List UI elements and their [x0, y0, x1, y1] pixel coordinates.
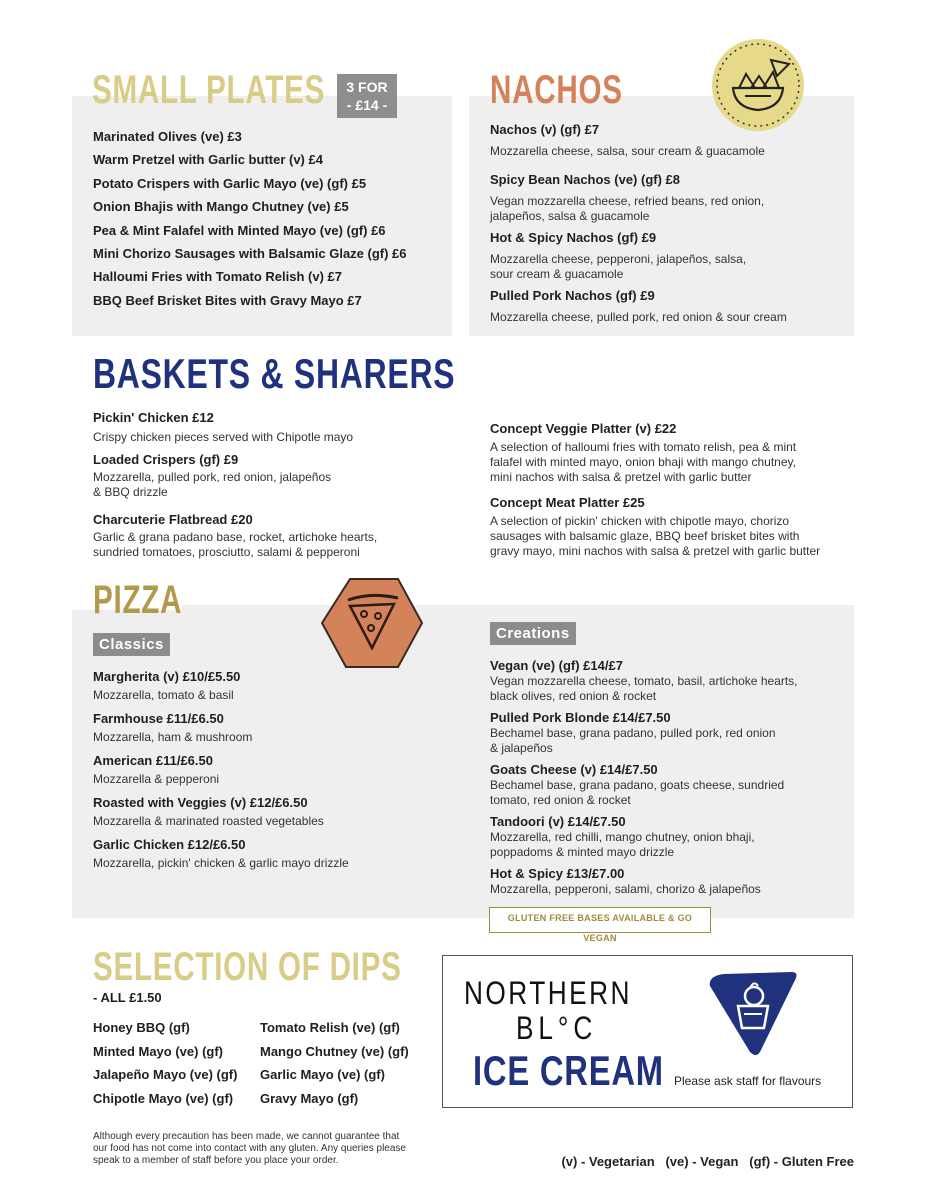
list-item: [490, 172, 787, 230]
item-desc: sour cream & guacamole: [490, 267, 624, 281]
list-item: Mini Chorizo Sausages with Balsamic Glaze (gf) £6: [93, 245, 407, 261]
item-desc: Vegan mozzarella cheese, tomato, basil, artichoke hearts,: [490, 674, 798, 688]
list-item: [93, 446, 377, 512]
item-name: Spicy Bean Nachos (ve) (gf) £8: [490, 172, 680, 187]
list-item: [490, 710, 798, 762]
list-item: Mango Chutney (ve) (gf): [260, 1043, 409, 1059]
dietary-key: (v) - Vegetarian (ve) - Vegan (gf) - Gluten Free: [561, 1154, 854, 1169]
disclaimer-line: speak to a member of staff before you place your order.: [93, 1155, 339, 1166]
item-desc: tomato, red onion & rocket: [490, 793, 631, 807]
list-item: [490, 866, 798, 897]
item-name: Nachos (v) (gf) £7: [490, 122, 600, 137]
list-item: [93, 711, 349, 753]
dips-title: SELECTION OF DIPS: [93, 945, 402, 989]
item-name: Charcuterie Flatbread £20: [93, 512, 253, 527]
list-item: [93, 410, 377, 446]
list-item: Halloumi Fries with Tomato Relish (v) £7: [93, 269, 342, 285]
list-item: Minted Mayo (ve) (gf): [93, 1043, 223, 1059]
list-item: [490, 230, 787, 288]
item-desc: Mozzarella cheese, salsa, sour cream & guacamole: [490, 144, 765, 158]
item-desc: Vegan mozzarella cheese, refried beans, red onion,: [490, 194, 765, 208]
item-desc: black olives, red onion & rocket: [490, 689, 657, 703]
item-desc: Mozzarella & marinated roasted vegetables: [93, 814, 324, 828]
item-desc: & BBQ drizzle: [93, 485, 168, 499]
small-plates-deal-badge: [337, 74, 397, 118]
nachos-list: [490, 122, 787, 325]
allergen-disclaimer: [93, 1131, 406, 1167]
dips-col1: [93, 1020, 237, 1107]
item-desc: Mozzarella, pepperoni, salami, chorizo & jalapeños: [490, 882, 761, 896]
nachos-title: NACHOS: [490, 68, 623, 112]
item-name: Farmhouse £11/£6.50: [93, 711, 224, 726]
item-desc: gravy mayo, mini nachos with salsa & pretzel with garlic butter: [490, 544, 821, 558]
list-item: [93, 512, 377, 560]
icecream-brand-line2: BL°C: [516, 1010, 598, 1046]
item-name: Garlic Chicken £12/£6.50: [93, 837, 246, 852]
list-item: Warm Pretzel with Garlic butter (v) £4: [93, 152, 323, 168]
list-item: [93, 837, 349, 871]
item-desc: Crispy chicken pieces served with Chipotle mayo: [93, 430, 354, 444]
item-desc: & jalapeños: [490, 741, 553, 755]
item-desc: jalapeños, salsa & guacamole: [490, 209, 650, 223]
pizza-creations-list: [490, 658, 798, 897]
item-name: Roasted with Veggies (v) £12/£6.50: [93, 795, 308, 810]
small-plates-title: SMALL PLATES: [92, 68, 326, 112]
list-item: Honey BBQ (gf): [93, 1020, 190, 1035]
item-name: Pulled Pork Nachos (gf) £9: [490, 288, 655, 303]
small-plates-list: [93, 129, 407, 316]
item-desc: Mozzarella cheese, pulled pork, red onion & sour cream: [490, 310, 787, 324]
item-desc: sausages with balsamic glaze, BBQ beef brisket bites with: [490, 529, 800, 543]
list-item: Onion Bhajis with Mango Chutney (ve) £5: [93, 199, 349, 215]
item-desc: A selection of halloumi fries with tomato relish, pea & mint: [490, 440, 797, 454]
gluten-free-note: GLUTEN FREE BASES AVAILABLE & GO VEGAN: [489, 907, 711, 933]
list-item: Tomato Relish (ve) (gf): [260, 1020, 400, 1035]
pizza-icon: [320, 576, 424, 670]
item-desc: mini nachos with salsa & pretzel with garlic butter: [490, 470, 752, 484]
list-item: [490, 288, 787, 325]
pizza-creations-tag: Creations: [490, 622, 576, 645]
list-item: BBQ Beef Brisket Bites with Gravy Mayo £7: [93, 292, 362, 308]
item-name: Pulled Pork Blonde £14/£7.50: [490, 710, 671, 725]
item-name: Concept Veggie Platter (v) £22: [490, 421, 677, 436]
item-desc: Mozzarella, pickin' chicken & garlic mayo drizzle: [93, 856, 349, 870]
pizza-title: PIZZA: [93, 578, 183, 622]
list-item: Garlic Mayo (ve) (gf): [260, 1067, 385, 1082]
item-name: Hot & Spicy £13/£7.00: [490, 866, 625, 881]
list-item: [93, 795, 349, 837]
badge-line2: - £14 -: [346, 97, 388, 113]
list-item: Jalapeño Mayo (ve) (gf): [93, 1067, 238, 1082]
icecream-icon: [704, 966, 800, 1060]
icecream-note: Please ask staff for flavours: [674, 1074, 822, 1088]
icecream-brand-line1: NORTHERN: [464, 975, 632, 1011]
item-desc: Mozzarella & pepperoni: [93, 772, 220, 786]
item-desc: falafel with minted mayo, onion bhaji with mango chutney,: [490, 455, 796, 469]
list-item: Marinated Olives (ve) £3: [93, 129, 242, 144]
list-item: [490, 421, 820, 495]
item-desc: Mozzarella, ham & mushroom: [93, 730, 253, 744]
item-desc: A selection of pickin' chicken with chipotle mayo, chorizo: [490, 514, 790, 528]
list-item: Gravy Mayo (gf): [260, 1090, 359, 1106]
item-desc: Mozzarella, red chilli, mango chutney, onion bhaji,: [490, 830, 755, 844]
baskets-title: BASKETS & SHARERS: [93, 350, 456, 397]
item-name: Loaded Crispers (gf) £9: [93, 452, 239, 467]
list-item: [490, 814, 798, 866]
item-name: Vegan (ve) (gf) £14/£7: [490, 658, 623, 673]
baskets-left-list: [93, 410, 377, 560]
item-desc: sundried tomatoes, prosciutto, salami & pepperoni: [93, 545, 360, 559]
item-name: American £11/£6.50: [93, 753, 213, 768]
item-name: Goats Cheese (v) £14/£7.50: [490, 762, 658, 777]
list-item: [490, 658, 798, 710]
dips-col2: [260, 1020, 409, 1107]
icecream-title: ICE CREAM: [473, 1047, 664, 1094]
pizza-classics-tag: Classics: [93, 633, 170, 656]
item-name: Pickin' Chicken £12: [93, 410, 214, 425]
item-name: Hot & Spicy Nachos (gf) £9: [490, 230, 657, 245]
badge-line1: 3 FOR: [346, 79, 388, 95]
nachos-icon: [711, 38, 805, 132]
item-desc: Mozzarella, pulled pork, red onion, jalapeños: [93, 470, 332, 484]
list-item: Pea & Mint Falafel with Minted Mayo (ve) (gf) £6: [93, 222, 386, 238]
item-name: Margherita (v) £10/£5.50: [93, 669, 241, 684]
item-desc: Mozzarella, tomato & basil: [93, 688, 234, 702]
list-item: [490, 495, 820, 559]
list-item: Potato Crispers with Garlic Mayo (ve) (gf) £5: [93, 175, 367, 191]
list-item: [93, 753, 349, 795]
disclaimer-line: our food has not come into contact with any gluten. Any queries please: [93, 1143, 406, 1154]
dips-price: - ALL £1.50: [93, 990, 162, 1005]
list-item: Chipotle Mayo (ve) (gf): [93, 1090, 234, 1106]
item-name: Concept Meat Platter £25: [490, 495, 645, 510]
item-desc: Garlic & grana padano base, rocket, artichoke hearts,: [93, 530, 378, 544]
list-item: [93, 669, 349, 711]
item-desc: Mozzarella cheese, pepperoni, jalapeños, salsa,: [490, 252, 747, 266]
item-desc: poppadoms & minted mayo drizzle: [490, 845, 675, 859]
list-item: [490, 122, 787, 172]
pizza-classics-list: [93, 669, 349, 871]
disclaimer-line: Although every precaution has been made, we cannot guarantee that: [93, 1131, 400, 1142]
list-item: [490, 762, 798, 814]
item-name: Tandoori (v) £14/£7.50: [490, 814, 626, 829]
item-desc: Bechamel base, grana padano, goats cheese, sundried: [490, 778, 785, 792]
baskets-right-list: [490, 421, 820, 559]
item-desc: Bechamel base, grana padano, pulled pork, red onion: [490, 726, 776, 740]
